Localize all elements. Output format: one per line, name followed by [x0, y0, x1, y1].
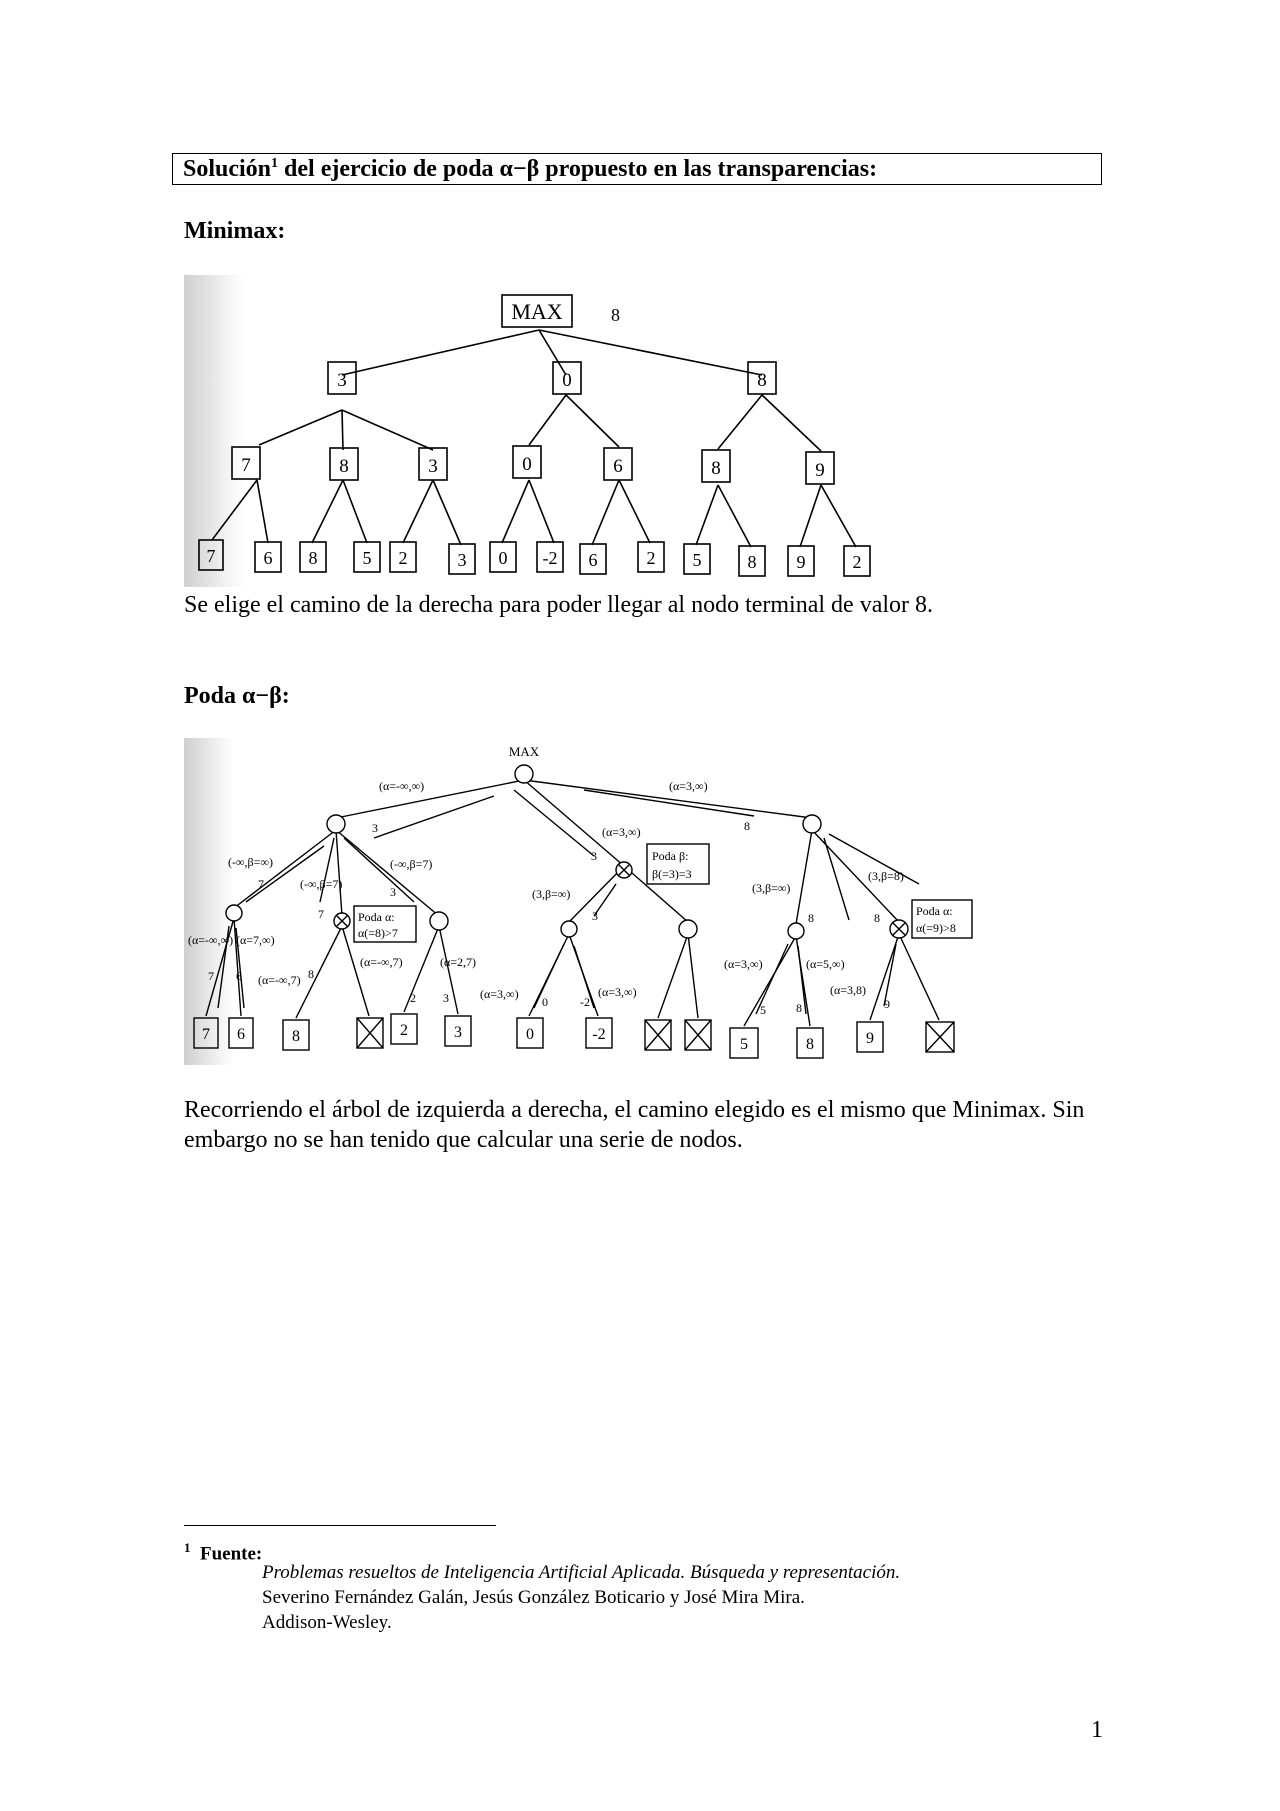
- poda-edge-label: 8: [796, 1001, 802, 1015]
- poda-edge-label: (α=-∞,∞): [188, 933, 234, 947]
- poda-prune-box-label: Poda α:: [358, 910, 395, 924]
- poda-edge-label: 7: [208, 969, 214, 983]
- minimax-leaf: 0: [498, 548, 508, 568]
- minimax-leaf: 9: [796, 552, 806, 572]
- minimax-caption: Se elige el camino de la derecha para poder llegar al nodo terminal de valor 8.: [184, 592, 934, 618]
- footnote-rule: [184, 1525, 496, 1526]
- poda-tree-svg: [184, 738, 1014, 1065]
- poda-edge-label: (α=7,∞): [236, 933, 275, 947]
- poda-edge-label: 9: [884, 997, 890, 1011]
- poda-prune-box-label: α(=9)>8: [916, 921, 956, 935]
- poda-edge-label: 0: [542, 995, 548, 1009]
- poda-edge-label: (α=3,∞): [724, 957, 763, 971]
- minimax-root-value: 8: [611, 305, 620, 325]
- poda-prune-box-label: β(=3)=3: [652, 867, 692, 881]
- title-box: [172, 153, 1102, 185]
- minimax-leaf: 5: [362, 548, 372, 568]
- footnote-book: Problemas resueltos de Inteligencia Artificial Aplicada. Búsqueda y representación.: [262, 1562, 901, 1583]
- poda-edge-label: (α=3,∞): [480, 987, 519, 1001]
- poda-edge-label: 8: [744, 819, 750, 833]
- poda-edge-label: (α=-∞,∞): [379, 779, 425, 793]
- minimax-leaf: 6: [588, 550, 598, 570]
- minimax-l1-node: 8: [757, 370, 767, 391]
- minimax-tree-figure: [184, 275, 884, 587]
- minimax-l2-node: 3: [428, 456, 438, 477]
- minimax-leaf: 7: [206, 546, 216, 566]
- title-text-post: del ejercicio de poda α−β propuesto en las transparencias:: [278, 156, 878, 182]
- poda-edge-label: 3: [372, 821, 378, 835]
- poda-edge-label: 2: [410, 991, 416, 1005]
- poda-edge-label: 7: [258, 877, 264, 891]
- title-text-pre: Solución: [183, 156, 272, 182]
- minimax-l2-node: 0: [522, 454, 532, 475]
- poda-leaf: 5: [740, 1036, 748, 1053]
- poda-edge-label: 8: [808, 911, 814, 925]
- poda-heading: Poda α−β:: [184, 683, 290, 709]
- poda-leaf: 2: [400, 1022, 408, 1039]
- footnote-ref[interactable]: 1: [271, 156, 279, 171]
- poda-edge-label: 3: [443, 991, 449, 1005]
- minimax-leaf: 2: [852, 552, 862, 572]
- minimax-l2-node: 9: [815, 460, 825, 481]
- minimax-leaf: 2: [398, 548, 408, 568]
- poda-edge-label: (3,β=∞): [532, 887, 571, 901]
- footnote-label: Fuente:: [200, 1543, 263, 1565]
- page-number: 1: [1091, 1717, 1103, 1743]
- poda-leaf: 8: [292, 1028, 300, 1045]
- minimax-leaf: 2: [646, 548, 656, 568]
- poda-edge-label: 3: [591, 849, 597, 863]
- minimax-leaf: -2: [542, 548, 558, 568]
- poda-tree-figure: [184, 738, 1014, 1065]
- minimax-l2-node: 6: [613, 456, 623, 477]
- poda-edge-label: 3: [390, 885, 396, 899]
- poda-edge-label: (α=3,∞): [669, 779, 708, 793]
- minimax-tree-svg: [184, 275, 884, 587]
- poda-edge-label: (α=2,7): [440, 955, 477, 969]
- poda-edge-label: (α=3,8): [830, 983, 867, 997]
- poda-leaf: -2: [592, 1026, 606, 1043]
- poda-edge-label: 7: [318, 907, 324, 921]
- minimax-root-label: MAX: [511, 299, 563, 324]
- poda-edge-label: (α=3,∞): [598, 985, 637, 999]
- poda-root-label: MAX: [508, 744, 540, 759]
- poda-leaf: 7: [202, 1026, 210, 1043]
- minimax-leaf: 6: [263, 548, 273, 568]
- minimax-leaf: 5: [692, 550, 702, 570]
- poda-prune-box-label: α(=8)>7: [358, 926, 398, 940]
- poda-edge-label: (-∞,β=7): [390, 857, 433, 871]
- poda-edge-label: (3,β=8): [868, 869, 904, 883]
- footnote-number: 1: [184, 1540, 191, 1555]
- minimax-leaf: 8: [747, 552, 757, 572]
- poda-edge-label: 6: [236, 969, 242, 983]
- poda-edge-label: (-∞,β=∞): [228, 855, 273, 869]
- poda-edge-label: (α=5,∞): [806, 957, 845, 971]
- minimax-heading: Minimax:: [184, 218, 286, 244]
- footnote-publisher: Addison-Wesley.: [262, 1612, 392, 1633]
- minimax-leaf: 8: [308, 548, 318, 568]
- minimax-l1-node: 3: [337, 370, 347, 391]
- poda-edge-label: (α=-∞,7): [258, 973, 301, 987]
- poda-leaf: 8: [806, 1036, 814, 1053]
- footnote-authors: Severino Fernández Galán, Jesús González Boticario y José Mira Mira.: [262, 1587, 805, 1608]
- poda-edge-label: 8: [308, 967, 314, 981]
- poda-prune-box-label: Poda α:: [916, 904, 953, 918]
- minimax-leaf: 3: [457, 550, 467, 570]
- poda-edge-label: (-∞,β=7): [300, 877, 343, 891]
- poda-edge-label: 8: [874, 911, 880, 925]
- minimax-l2-node: 8: [711, 458, 721, 479]
- footnote-heading: [184, 1535, 262, 1566]
- poda-prune-box-label: Poda β:: [652, 849, 689, 863]
- poda-caption: Recorriendo el árbol de izquierda a derecha, el camino elegido es el mismo que Minimax. Sin embargo no se han tenido que calcular una serie de nodos.: [184, 1097, 1085, 1153]
- poda-edge-label: (3,β=∞): [752, 881, 791, 895]
- poda-edge-label: 3: [592, 909, 598, 923]
- poda-edge-label: -2: [580, 995, 590, 1009]
- poda-leaf: 3: [454, 1024, 462, 1041]
- minimax-l1-node: 0: [562, 370, 572, 391]
- poda-edge-label: (α=-∞,7): [360, 955, 403, 969]
- poda-edge-label: (α=3,∞): [602, 825, 641, 839]
- poda-leaf: 0: [526, 1026, 534, 1043]
- minimax-l2-node: 7: [241, 455, 251, 476]
- minimax-l2-node: 8: [339, 456, 349, 477]
- poda-leaf: 6: [237, 1026, 245, 1043]
- poda-edge-label: 5: [760, 1003, 766, 1017]
- poda-leaf: 9: [866, 1030, 874, 1047]
